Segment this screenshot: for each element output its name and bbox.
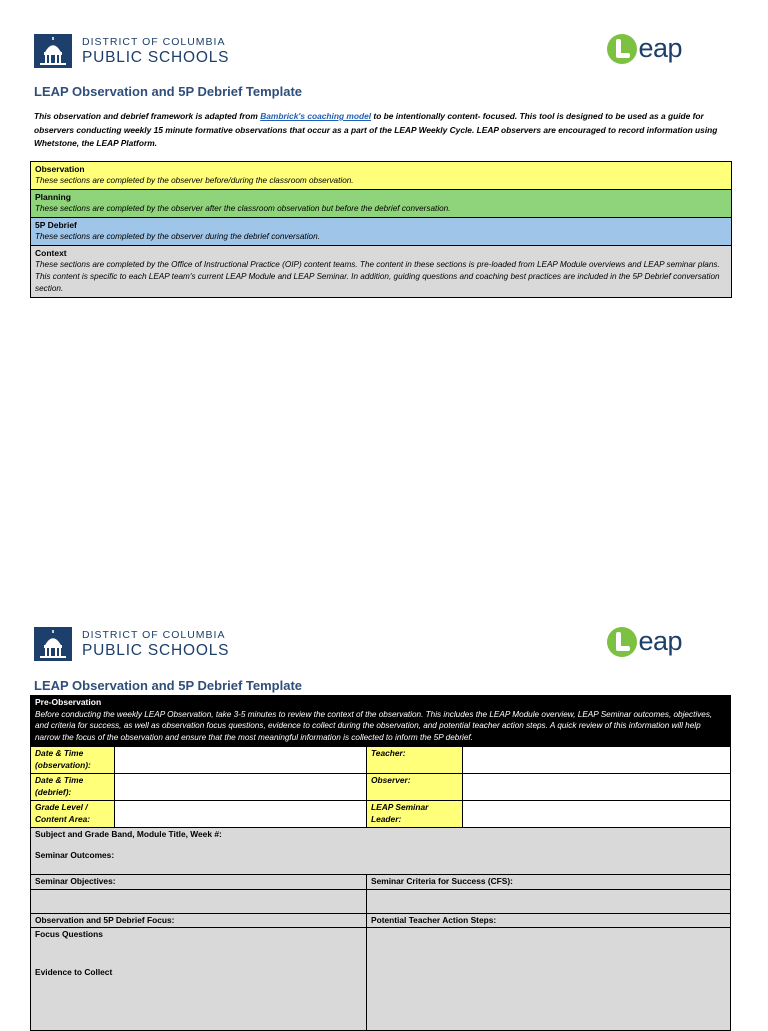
pre-observation-description: Before conducting the weekly LEAP Observation, take 3-5 minutes to review the context of the observation. This includes the LEAP Module overview, LEAP Seminar outcomes, objectives, and criteria for success, as well as observation focus questions, evidence to collect during the observation, and potential teacher action steps. A quick review of this information will help narrow the focus of the observation and ensure that the most meaningful information is collected to inform the 5P debrief. bbox=[35, 709, 713, 742]
legend-heading: Observation bbox=[35, 164, 85, 174]
leap-l-circle-icon bbox=[607, 627, 637, 657]
color-legend bbox=[30, 161, 732, 298]
legend-heading: Context bbox=[35, 248, 67, 258]
subject-outcomes-section bbox=[31, 828, 731, 875]
legend-heading: Planning bbox=[35, 192, 71, 202]
seminar-outcomes-label: Seminar Outcomes: bbox=[35, 849, 115, 860]
evidence-to-collect-label: Evidence to Collect bbox=[35, 966, 113, 977]
intro-text-start: This observation and debrief framework is adapted from bbox=[34, 111, 261, 121]
leap-l-circle-icon bbox=[607, 34, 637, 64]
date-time-debrief-field[interactable] bbox=[115, 774, 367, 801]
teacher-label: Teacher: bbox=[367, 747, 463, 774]
leap-logo-text: eap bbox=[638, 33, 682, 63]
date-time-observation-label: Date & Time (observation): bbox=[31, 747, 115, 774]
seminar-objectives-label: Seminar Objectives: bbox=[31, 875, 367, 890]
seminar-leader-label: LEAP Seminar Leader: bbox=[367, 801, 463, 828]
pre-observation-section bbox=[31, 696, 731, 747]
intro-text-end: to be intentionally content- focused. This tool is designed to be used as a guide for observers conducting weekly 15 minute formative observations that occur as a part of the LEAP Weekly Cycle. LEAP observers are encouraged to record information using Whetstone, the LEAP Platform. bbox=[34, 111, 718, 148]
teacher-action-steps-label: Potential Teacher Action Steps: bbox=[367, 913, 731, 928]
teacher-action-steps-field bbox=[367, 928, 731, 1031]
focus-questions-label: Focus Questions bbox=[35, 929, 103, 939]
legend-5p-debrief bbox=[31, 218, 731, 246]
bambrick-coaching-model-link[interactable]: Bambrick's coaching model bbox=[260, 111, 372, 121]
legend-description: These sections are completed by the observer after the classroom observation but before the debrief conversation. bbox=[35, 204, 451, 213]
capitol-dome-icon bbox=[34, 34, 72, 68]
leap-logo bbox=[607, 626, 682, 657]
capitol-dome-icon bbox=[34, 627, 72, 661]
legend-description: These sections are completed by the Office of Instructional Practice (OIP) content teams. The content in these sections is pre-loaded from LEAP Module overviews and LEAP seminar plans. This content is specific to each LEAP team's current LEAP Module and LEAP Seminar. In addition, guiding questions and coaching best practices are included in the 5P Debrief conversation section. bbox=[35, 260, 720, 293]
observation-focus-label: Observation and 5P Debrief Focus: bbox=[31, 913, 367, 928]
date-time-debrief-label: Date & Time (debrief): bbox=[31, 774, 115, 801]
legend-description: These sections are completed by the observer during the debrief conversation. bbox=[35, 232, 320, 241]
date-time-observation-field[interactable] bbox=[115, 747, 367, 774]
observer-label: Observer: bbox=[367, 774, 463, 801]
legend-observation bbox=[31, 162, 731, 190]
leap-logo-text: eap bbox=[638, 626, 682, 656]
teacher-field[interactable] bbox=[463, 747, 731, 774]
page-title: LEAP Observation and 5P Debrief Template bbox=[34, 678, 303, 693]
grade-content-label: Grade Level / Content Area: bbox=[31, 801, 115, 828]
grade-content-field[interactable] bbox=[115, 801, 367, 828]
legend-planning bbox=[31, 190, 731, 218]
page-title: LEAP Observation and 5P Debrief Template bbox=[34, 84, 303, 99]
dc-logo-line1: DISTRICT OF COLUMBIA bbox=[82, 36, 226, 48]
observation-form bbox=[30, 695, 731, 1031]
dc-logo-line2: PUBLIC SCHOOLS bbox=[82, 641, 230, 659]
observer-field[interactable] bbox=[463, 774, 731, 801]
dc-logo-line2: PUBLIC SCHOOLS bbox=[82, 48, 230, 66]
seminar-cfs-field bbox=[367, 889, 731, 913]
dcps-logo bbox=[34, 34, 229, 68]
pre-observation-heading: Pre-Observation bbox=[35, 697, 102, 707]
dcps-logo bbox=[34, 627, 229, 661]
seminar-leader-field[interactable] bbox=[463, 801, 731, 828]
legend-description: These sections are completed by the observer before/during the classroom observation. bbox=[35, 176, 354, 185]
intro-paragraph bbox=[34, 110, 734, 151]
seminar-cfs-label: Seminar Criteria for Success (CFS): bbox=[367, 875, 731, 890]
seminar-objectives-field bbox=[31, 889, 367, 913]
focus-evidence-section bbox=[31, 928, 367, 1031]
legend-context bbox=[31, 246, 731, 298]
leap-logo bbox=[607, 33, 682, 64]
subject-grade-module-label: Subject and Grade Band, Module Title, Week #: bbox=[35, 829, 222, 839]
dc-logo-line1: DISTRICT OF COLUMBIA bbox=[82, 629, 226, 641]
legend-heading: 5P Debrief bbox=[35, 220, 77, 230]
